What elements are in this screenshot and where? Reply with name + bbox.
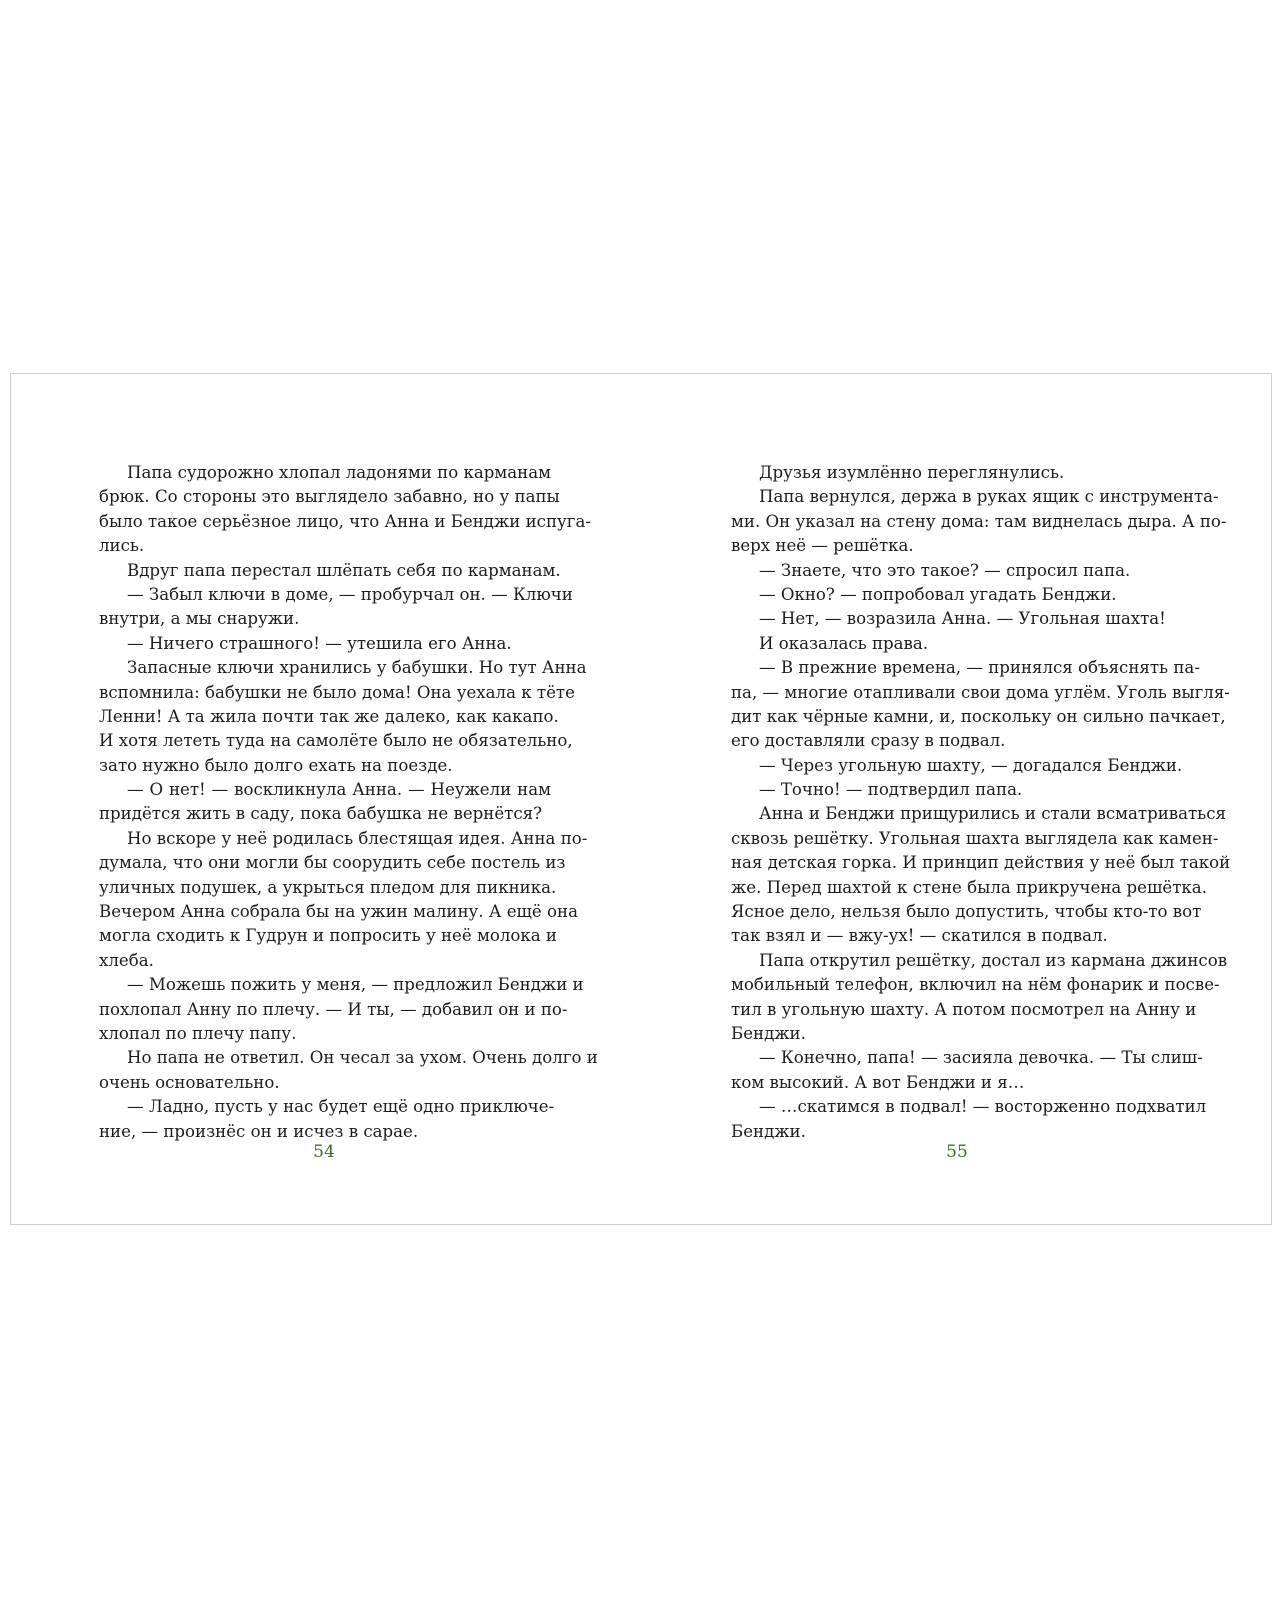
text-line: мобильный телефон, включил на нём фонарик и посве- [731, 975, 1220, 995]
text-line: же. Перед шахтой к стене была прикручена решётка. [731, 877, 1207, 897]
text-line: хлопал по плечу папу. [99, 1023, 297, 1043]
text-line: — О нет! — воскликнула Анна. — Неужели нам [127, 780, 551, 800]
text-line: Ясное дело, нельзя было допустить, чтобы кто-то вот [731, 902, 1202, 922]
text-line: его доставляли сразу в подвал. [731, 731, 1006, 751]
text-line: — Ладно, пусть у нас будет ещё одно приключе- [127, 1097, 555, 1117]
text-line: очень основательно. [99, 1072, 280, 1092]
text-line: И хотя лететь туда на самолёте было не обязательно, [99, 731, 573, 751]
text-line: — Знаете, что это такое? — спросил папа. [759, 560, 1131, 580]
text-line: Но вскоре у неё родилась блестящая идея. Анна по- [127, 828, 588, 848]
text-line: Бенджи. [731, 1121, 806, 1141]
text-line: Запасные ключи хранились у бабушки. Но тут Анна [127, 658, 587, 678]
text-line: могла сходить к Гудрун и попросить у неё молока и [99, 926, 557, 946]
text-line: похлопал Анну по плечу. — И ты, — добавил он и по- [99, 999, 568, 1019]
text-line: Друзья изумлённо переглянулись. [759, 463, 1065, 482]
text-line: ная детская горка. И принцип действия у неё был такой [731, 853, 1231, 873]
text-line: ми. Он указал на стену дома: там виднелась дыра. А по- [731, 511, 1227, 531]
text-line: Ленни! А та жила почти так же далеко, как какапо. [99, 706, 559, 726]
text-line: — …скатимся в подвал! — восторженно подхватил [759, 1097, 1207, 1117]
text-line: тил в угольную шахту. А потом посмотрел на Анну и [731, 999, 1197, 1019]
text-line: так взял и — вжу-ух! — скатился в подвал. [731, 926, 1108, 946]
text-line: хлеба. [99, 950, 154, 970]
text-line: лись. [99, 536, 145, 556]
text-line: — Окно? — попробовал угадать Бенджи. [759, 584, 1117, 604]
text-line: Вдруг папа перестал шлёпать себя по карманам. [127, 560, 561, 580]
right-page-text [731, 461, 1231, 1144]
text-line: — Точно! — подтвердил папа. [759, 780, 1023, 800]
text-line: Бенджи. [731, 1023, 806, 1043]
text-line: Анна и Бенджи прищурились и стали всматриваться [759, 804, 1226, 824]
text-line: сквозь решётку. Угольная шахта выглядела как камен- [731, 828, 1219, 848]
left-page-text [99, 461, 598, 1144]
text-line: Вечером Анна собрала бы на ужин малину. А ещё она [99, 902, 578, 922]
text-line: Папа вернулся, держа в руках ящик с инструмента- [759, 487, 1219, 507]
text-line: уличных подушек, а укрыться пледом для пикника. [99, 877, 557, 897]
text-line: — В прежние времена, — принялся объяснять па- [759, 658, 1200, 678]
text-line: — Забыл ключи в доме, — пробурчал он. — Ключи [127, 584, 573, 604]
text-line: Папа открутил решётку, достал из кармана джинсов [759, 950, 1228, 970]
text-line: Но папа не ответил. Он чесал за ухом. Очень долго и [127, 1048, 598, 1068]
text-line: — Через угольную шахту, — догадался Бенджи. [759, 755, 1183, 775]
text-line: зато нужно было долго ехать на поезде. [99, 755, 453, 775]
text-line: внутри, а мы снаружи. [99, 609, 300, 629]
text-line: ние, — произнёс он и исчез в сарае. [99, 1121, 419, 1141]
text-line: — Конечно, папа! — засияла девочка. — Ты слиш- [759, 1048, 1203, 1068]
text-line: па, — многие отапливали свои дома углём. Уголь выгля- [731, 682, 1230, 702]
text-line: — Нет, — возразила Анна. — Угольная шахта! [759, 609, 1166, 629]
text-line: дит как чёрные камни, и, поскольку он сильно пачкает, [731, 706, 1226, 726]
text-line: было такое серьёзное лицо, что Анна и Бенджи испуга- [99, 511, 591, 531]
page-number-left: 54 [313, 1142, 335, 1162]
text-line: брюк. Со стороны это выглядело забавно, но у папы [99, 487, 560, 507]
text-line: ком высокий. А вот Бенджи и я… [731, 1072, 1025, 1092]
book-spread [10, 373, 1272, 1225]
text-line: вспомнила: бабушки не было дома! Она уехала к тёте [99, 682, 575, 702]
page-number-right: 55 [946, 1142, 968, 1162]
text-line: — Можешь пожить у меня, — предложил Бенджи и [127, 975, 584, 995]
text-line: верх неё — решётка. [731, 536, 914, 556]
text-line: думала, что они могли бы соорудить себе постель из [99, 853, 566, 873]
text-line: — Ничего страшного! — утешила его Анна. [127, 633, 512, 653]
text-line: И оказалась права. [759, 633, 929, 653]
text-line: Папа судорожно хлопал ладонями по карманам [127, 463, 551, 482]
text-line: придётся жить в саду, пока бабушка не вернётся? [99, 804, 542, 824]
